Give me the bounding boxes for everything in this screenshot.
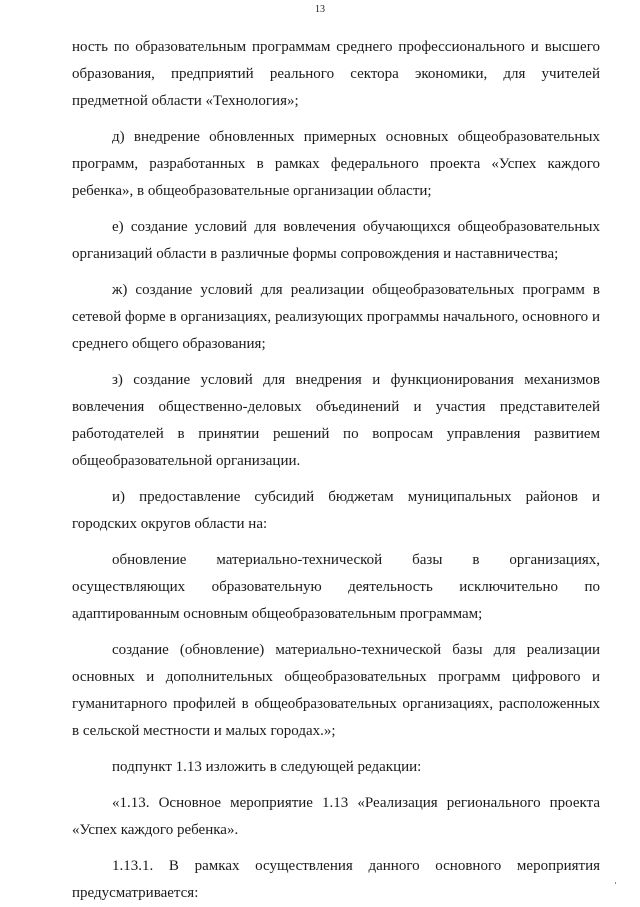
paragraph-continuation: ность по образовательным программам среднего профессионального и высшего образования, предприятий реального сектора экономики, для учителей предметной области «Технология»;	[72, 39, 600, 109]
paragraph-measure-heading: «1.13. Основное мероприятие 1.13 «Реализация регионального проекта «Успех каждого ребенка».	[72, 795, 600, 838]
page-number: 13	[315, 4, 325, 15]
paragraph-measure-detail: 1.13.1. В рамках осуществления данного основного мероприятия предусматривается:	[72, 858, 600, 901]
paragraph-subclause-instruction: подпункт 1.13 изложить в следующей редакции:	[112, 759, 422, 775]
paragraph-item-d: д) внедрение обновленных примерных основных общеобразовательных программ, разработанных в рамках федерального проекта «Успех каждого ребенка», в общеобразовательные организации области;	[72, 129, 600, 199]
paragraph-item-i: и) предоставление субсидий бюджетам муниципальных районов и городских округов области на:	[72, 489, 600, 532]
paragraph-subsidy-1: обновление материально-технической базы в организациях, осуществляющих образовательную деятельность исключительно по адаптированным основным общеобразовательным программам;	[72, 552, 600, 622]
paragraph-item-zh: ж) создание условий для реализации общеобразовательных программ в сетевой форме в организациях, реализующих программы начального, основного и среднего общего образования;	[72, 282, 600, 352]
paragraph-item-z: з) создание условий для внедрения и функционирования механизмов вовлечения общественно-деловых объединений и участия представителей работодателей в принятии решений по вопросам управления развитием общеобразовательной организации.	[72, 372, 600, 469]
document-body	[72, 34, 600, 907]
paragraph-item-e: е) создание условий для вовлечения обучающихся общеобразовательных организаций области в различные формы сопровождения и наставничества;	[72, 219, 600, 262]
paragraph-subsidy-2: создание (обновление) материально-технической базы для реализации основных и дополнительных общеобразовательных программ цифрового и гуманитарного профилей в общеобразовательных организациях, расположенных в сельской местности и малых городах.»;	[72, 642, 600, 739]
scan-speck	[615, 882, 616, 884]
